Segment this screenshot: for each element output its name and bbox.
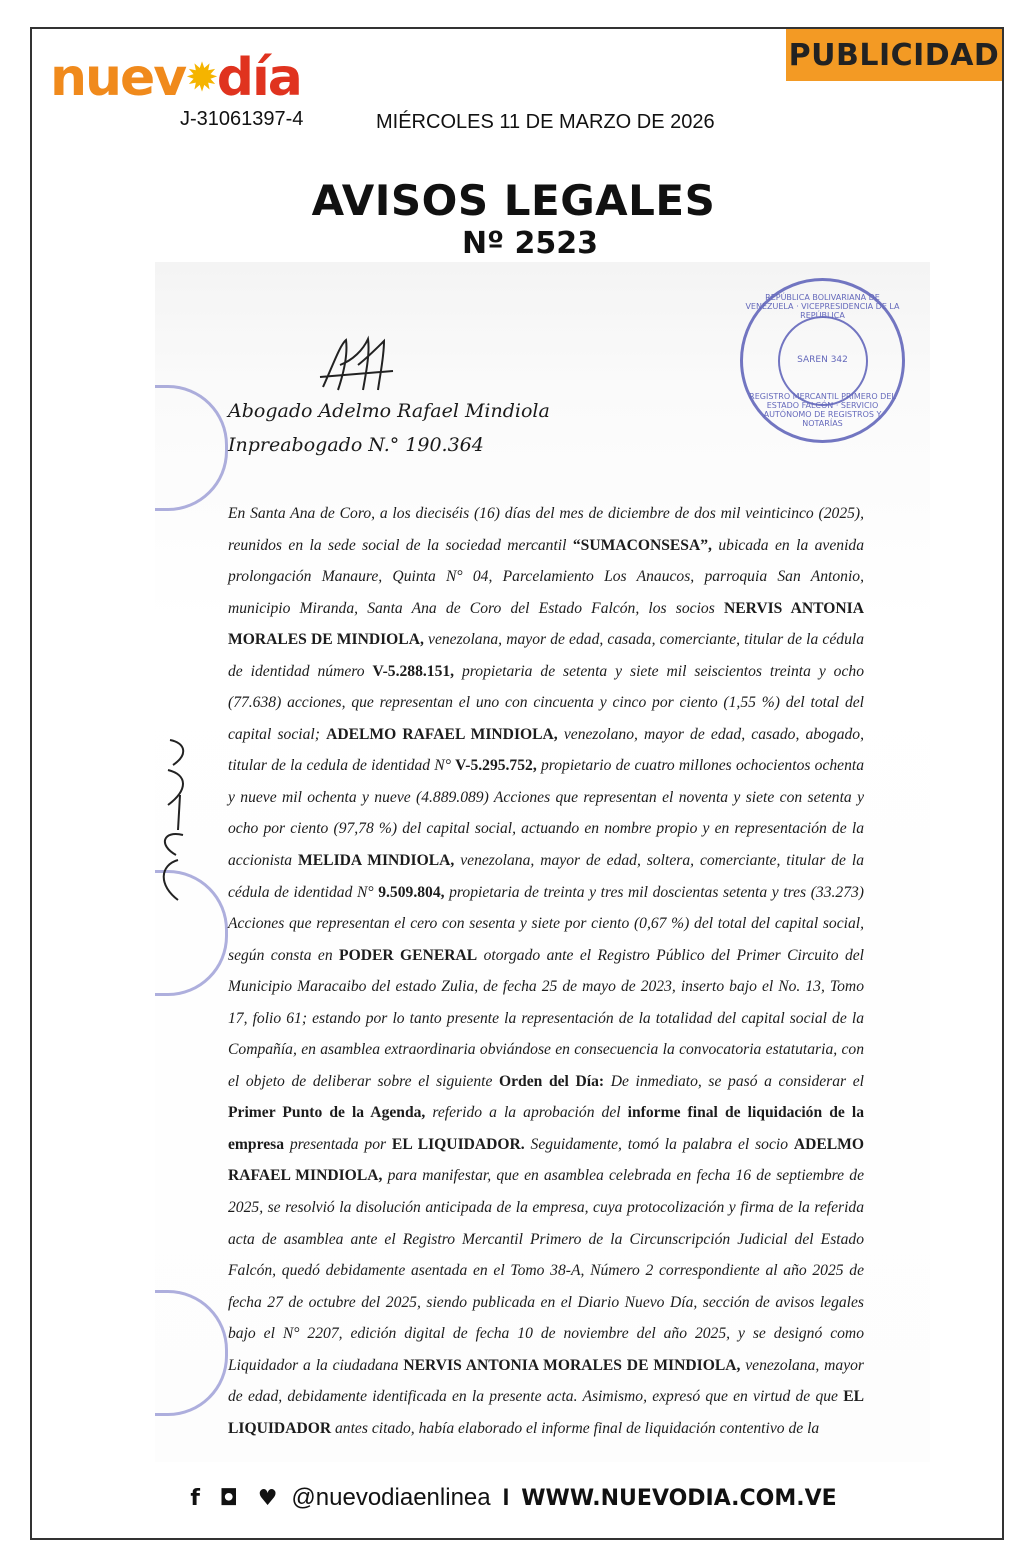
section-title: AVISOS LEGALES — [311, 176, 716, 225]
document-body: En Santa Ana de Coro, a los dieciséis (16) días del mes de diciembre de dos mil veinticinco (2025), reunidos en la sede social de la sociedad mercantil “SUMACONSESA”, ubicada en la avenida prolongación Manaure, Quinta N° 04, Parcelamiento Los Anaucos, parroquia San Antonio, municipio Miranda, Santa Ana de Coro del Estado Falcón, los socios NERVIS ANTONIA MORALES DE MINDIOLA, venezolana, mayor de edad, casada, comerciante, titular de la cédula de identidad número V-5.288.151, propietaria de setenta y siete mil seiscientos treinta y ocho (77.638) acciones, que representan el uno con cincuenta y cinco por ciento (1,55 %) del total del capital social; ADELMO RAFAEL MINDIOLA, venezolano, mayor de edad, casado, abogado, titular de la cedula de identidad N° V-5.295.752, propietario de cuatro millones ochocientos ochenta y nueve mil ochenta y nueve (4.889.089) Acciones que representan el noventa y siete con setenta y ocho por ciento (97,78 %) del capital social, actuando en nombre propio y en representación de la accionista MELIDA MINDIOLA, venezolana, mayor de edad, soltera, comerciante, titular de la cédula de identidad N° 9.509.804, propietaria de treinta y tres mil doscientas setenta y tres (33.273) Acciones que representan el cero con sesenta y siete por ciento (0,67 %) del total del capital social, según consta en PODER GENERAL otorgado ante el Registro Público del Primer Circuito del Municipio Maracaibo del estado Zulia, de fecha 25 de mayo de 2023, inserto bajo el No. 13, Tomo 17, folio 61; estando por lo tanto presente la representación de la totalidad del capital social de la Compañía, en asamblea extraordinaria obviándose en consecuencia la convocatoria estatutaria, con el objeto de deliberar sobre el siguiente Orden del Día: De inmediato, se pasó a considerar el Primer Punto de la Agenda, referido a la aprobación del informe final de liquidación de la empresa presentada por EL LIQUIDADOR. Seguidamente, tomó la palabra el socio ADELMO RAFAEL MINDIOLA, para manifestar, que en asamblea celebrada en fecha 16 de septiembre de 2025, se resolvió la disolución anticipada de la empresa, cuya protocolización y firma de la referida acta de asamblea ante el Registro Mercantil Primero de la Circunscripción Judicial del Estado Falcón, quedó debidamente asentada en el Tomo 38-A, Número 2 correspondiente al año 2025 de fecha 27 de octubre del 2025, siendo publicada en el Diario Nuevo Día, sección de avisos legales bajo el N° 2207, edición digital de fecha 10 de noviembre del año 2025, y se designó como Liquidador a la ciudadana NERVIS ANTONIA MORALES DE MINDIOLA, venezolana, mayor de edad, debidamente identificada en la presente acta. Asimismo, expresó que en virtud de que EL LIQUIDADOR antes citado, había elaborado el informe final de liquidación contentivo de la — [228, 505, 865, 1437]
social-icons: f ◘ ♥ — [190, 1485, 284, 1511]
issue-date: MIÉRCOLES 11 DE MARZO DE 2026 — [376, 111, 715, 133]
signer-inpreabogado: Inpreabogado N.° 190.364 — [228, 434, 484, 456]
signer-name: Abogado Adelmo Rafael Mindiola — [228, 400, 550, 422]
sun-icon: ✹ — [185, 55, 217, 101]
lawyer-signature — [318, 335, 398, 395]
footer-separator: I — [502, 1484, 510, 1511]
section-number: Nº 2523 — [462, 226, 598, 261]
registry-seal-stamp: REPÚBLICA BOLIVARIANA DE VENEZUELA · VICEPRESIDENCIA DE LA REPÚBLICA SAREN 342 REGISTRO MERCANTIL PRIMERO DEL ESTADO FALCÓN · SERVICIO AUTÓNOMO DE REGISTROS Y NOTARÍAS — [740, 278, 905, 443]
social-handle[interactable]: @nuevodiaenlinea — [291, 1484, 491, 1511]
margin-signature — [148, 735, 198, 905]
publicidad-badge: PUBLICIDAD — [786, 29, 1002, 81]
website-link[interactable]: WWW.NUEVODIA.COM.VE — [521, 1485, 837, 1511]
rif-number: J-31061397-4 — [180, 108, 304, 130]
newspaper-logo: nuev✹día — [50, 48, 301, 108]
footer — [0, 1484, 1027, 1512]
